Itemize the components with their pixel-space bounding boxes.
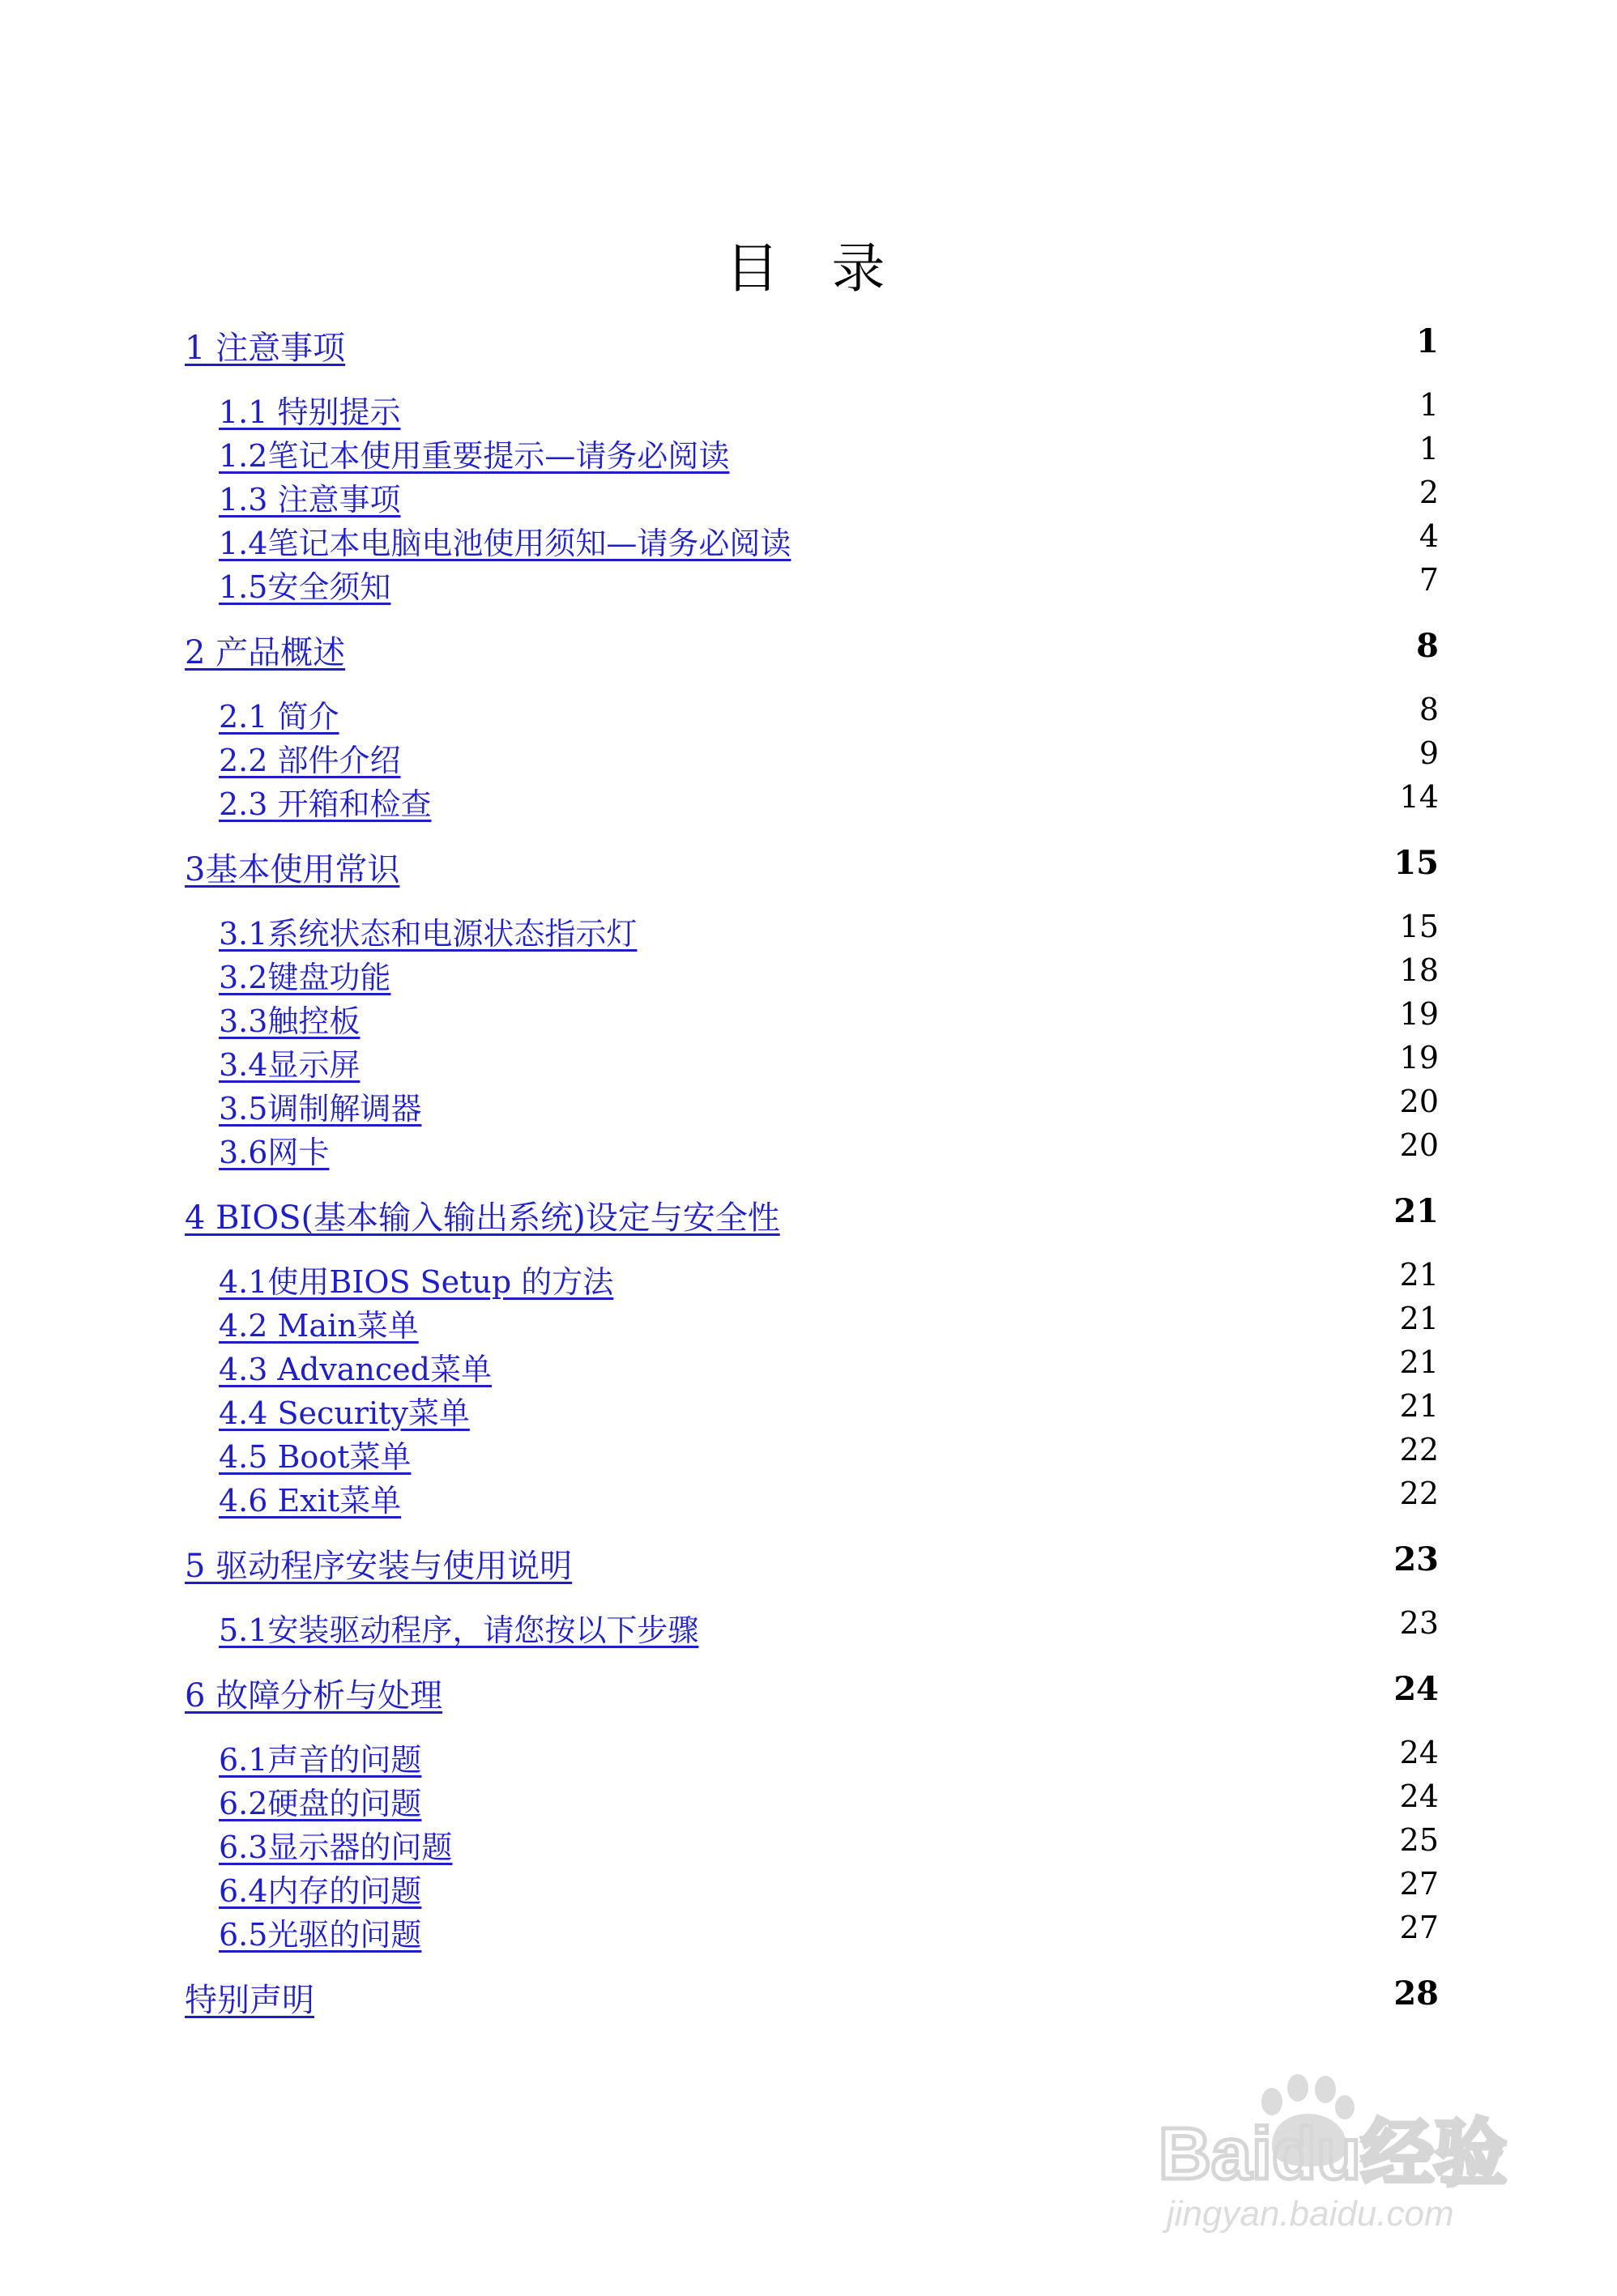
toc-page-number: 4 [1419,518,1439,554]
toc-page-number: 22 [1399,1432,1439,1467]
toc-page-number: 2 [1419,475,1439,510]
toc-link[interactable]: 3.6网卡 [219,1135,330,1170]
watermark-url: jingyan.baidu.com [1167,2194,1454,2234]
toc-entry [0,909,1617,954]
toc-page-number: 27 [1399,1866,1439,1902]
toc-link[interactable]: 3基本使用常识 [185,851,400,888]
toc-page-number: 14 [1399,779,1439,815]
toc-page-number: 21 [1399,1301,1439,1336]
toc-entry [0,1540,1617,1586]
toc-entry [0,627,1617,672]
toc-entry [0,1974,1617,2020]
toc-page-number: 27 [1399,1910,1439,1945]
toc-page-number: 19 [1399,996,1439,1032]
toc-link[interactable]: 6.4内存的问题 [219,1873,422,1909]
toc-entry [0,692,1617,737]
toc-link[interactable]: 特别声明 [185,1982,314,2019]
toc-link[interactable]: 3.2键盘功能 [219,960,391,995]
toc-entry [0,1192,1617,1237]
toc-entry [0,1735,1617,1780]
toc-entry [0,735,1617,781]
toc-link[interactable]: 5.1安装驱动程序，请您按以下步骤 [219,1612,699,1648]
toc-link[interactable]: 2.1 简介 [219,699,339,735]
toc-link[interactable]: 6.1声音的问题 [219,1742,422,1778]
toc-link[interactable]: 1.2笔记本使用重要提示—请务必阅读 [219,438,730,474]
toc-link[interactable]: 2.2 部件介绍 [219,743,401,778]
toc-link[interactable]: 6 故障分析与处理 [185,1677,443,1715]
toc-entry [0,952,1617,998]
toc-entry [0,1866,1617,1911]
toc-page-number: 19 [1399,1040,1439,1076]
watermark-brand: Baidu经验 [1158,2114,1508,2195]
toc-page-number: 23 [1399,1605,1439,1641]
toc-page-number: 22 [1399,1476,1439,1511]
toc-page-number: 21 [1399,1257,1439,1293]
toc-page-number: 1 [1419,431,1439,466]
toc-entry [0,844,1617,889]
toc-link[interactable]: 1.1 特别提示 [219,394,401,430]
toc-entry [0,1257,1617,1302]
toc-link[interactable]: 4.2 Main菜单 [219,1308,419,1344]
toc-entry [0,1778,1617,1824]
toc-page-number: 15 [1399,909,1439,944]
page-title: 目 录 [725,237,903,300]
toc-page-number: 21 [1399,1388,1439,1424]
toc-entry [0,1388,1617,1433]
toc-link[interactable]: 6.5光驱的问题 [219,1917,422,1953]
toc-link[interactable]: 6.2硬盘的问题 [219,1786,422,1821]
toc-page-number: 9 [1419,735,1439,771]
toc-entry [0,322,1617,368]
toc-entry [0,1476,1617,1521]
toc-page-number: 28 [1393,1974,1439,2013]
toc-entry [0,1084,1617,1129]
toc-link[interactable]: 1.3 注意事项 [219,482,401,518]
toc-page-number: 20 [1399,1084,1439,1119]
toc-page-number: 8 [1416,627,1439,665]
toc-link[interactable]: 1 注意事项 [185,330,346,367]
toc-page-number: 24 [1399,1735,1439,1770]
toc-page-number: 1 [1416,322,1439,360]
toc-entry [0,1040,1617,1085]
toc-entry [0,779,1617,824]
toc-page-number: 21 [1399,1344,1439,1380]
toc-link[interactable]: 6.3显示器的问题 [219,1830,453,1865]
toc-link[interactable]: 1.4笔记本电脑电池使用须知—请务必阅读 [219,526,791,561]
toc-entry [0,387,1617,432]
toc-page-number: 21 [1393,1192,1439,1230]
toc-page-number: 23 [1393,1540,1439,1578]
baidu-watermark-logo [1150,2057,1539,2243]
toc-entry [0,1301,1617,1346]
toc-link[interactable]: 2.3 开箱和检查 [219,786,432,822]
toc-page-number: 7 [1419,562,1439,598]
toc-link[interactable]: 4.3 Advanced菜单 [219,1352,492,1387]
toc-link[interactable]: 2 产品概述 [185,634,346,671]
toc-link[interactable]: 4.6 Exit菜单 [219,1483,402,1519]
toc-page-number: 8 [1419,692,1439,727]
toc-link[interactable]: 3.3触控板 [219,1003,361,1039]
toc-page-number: 24 [1399,1778,1439,1814]
toc-link[interactable]: 1.5安全须知 [219,569,391,605]
toc-link[interactable]: 3.5调制解调器 [219,1091,422,1127]
toc-entry [0,1605,1617,1651]
toc-entry [0,996,1617,1042]
toc-link[interactable]: 4.5 Boot菜单 [219,1439,412,1475]
toc-entry [0,518,1617,564]
toc-page-number: 1 [1419,387,1439,423]
toc-entry [0,562,1617,607]
toc-page-number: 18 [1399,952,1439,988]
toc-page-number: 20 [1399,1127,1439,1163]
toc-link[interactable]: 3.1系统状态和电源状态指示灯 [219,916,638,952]
toc-entry [0,1670,1617,1715]
toc-link[interactable]: 4.4 Security菜单 [219,1395,470,1431]
toc-entry [0,431,1617,476]
toc-page-number: 15 [1393,844,1439,882]
toc-page-number: 24 [1393,1670,1439,1708]
toc-entry [0,1432,1617,1477]
toc-link[interactable]: 4.1使用BIOS Setup 的方法 [219,1264,614,1300]
toc-entry [0,475,1617,520]
toc-entry [0,1910,1617,1955]
toc-entry [0,1822,1617,1868]
toc-entry [0,1127,1617,1173]
toc-page-number: 25 [1399,1822,1439,1858]
toc-link[interactable]: 5 驱动程序安装与使用说明 [185,1548,573,1585]
toc-link[interactable]: 4 BIOS(基本输入输出系统)设定与安全性 [185,1199,780,1237]
toc-link[interactable]: 3.4显示屏 [219,1047,361,1083]
toc-entry [0,1344,1617,1390]
